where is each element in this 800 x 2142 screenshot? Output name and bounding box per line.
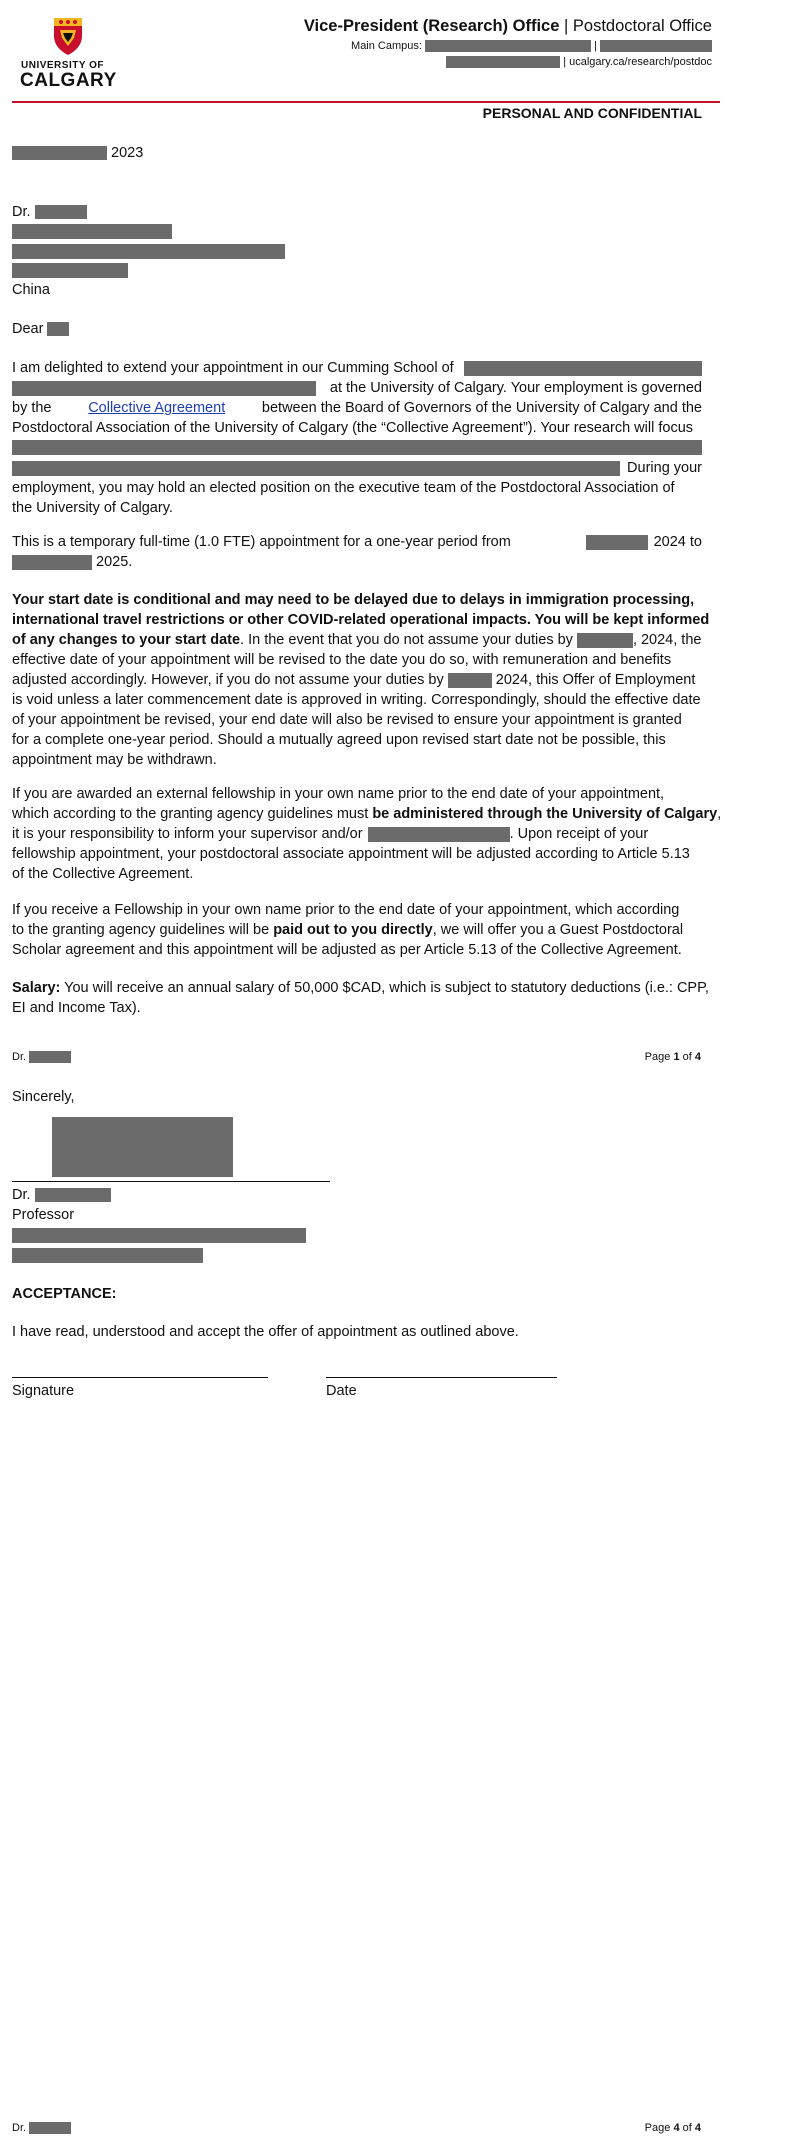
p1-text-c-post: between the Board of Governors of the University of Calgary and the <box>261 400 702 416</box>
p1-text-a: I am delighted to extend your appointment in our Cumming School of <box>12 360 454 376</box>
p6-line-2: EI and Income Tax). <box>12 1000 141 1016</box>
signer-signature-line <box>12 1181 330 1182</box>
paragraph-direct-fellowship <box>12 900 702 960</box>
footer4-page-number <box>645 2122 701 2134</box>
signature-line[interactable] <box>12 1377 268 1378</box>
p2-end-year: 2025. <box>96 554 133 570</box>
footer4-dr-label: Dr. <box>12 2122 27 2134</box>
p4-line-5: of the Collective Agreement. <box>12 866 194 882</box>
footer-page-number <box>645 1051 701 1063</box>
closing-sincerely: Sincerely, <box>12 1089 75 1105</box>
confidential-label: PERSONAL AND CONFIDENTIAL <box>482 105 702 121</box>
redacted-address-line-3 <box>12 263 128 278</box>
p5-text-b-pre: to the granting agency guidelines will be <box>12 922 270 938</box>
signer-title: Dr. <box>12 1187 31 1203</box>
p3-text-c-year: , 2024, the <box>632 632 702 648</box>
redacted-address-line-2 <box>12 244 285 259</box>
date-line[interactable] <box>326 1377 557 1378</box>
p2-line-1 <box>12 532 702 552</box>
p4-text-c-pre: it is your responsibility to inform your supervisor and/or <box>12 826 363 842</box>
p2-text-a: This is a temporary full-time (1.0 FTE) appointment for a one-year period from <box>12 534 511 550</box>
p3-line-7: of your appointment be revised, your end date will also be revised to ensure your appointment is granted <box>12 712 682 728</box>
redacted-contact <box>368 827 510 842</box>
p4-text-b-pre: which according to the granting agency guidelines must <box>12 806 369 822</box>
campus-separator: | <box>594 40 597 52</box>
signature-label: Signature <box>12 1383 75 1399</box>
p3-text-e-pre: adjusted accordingly. However, if you do not assume your duties by <box>12 672 444 688</box>
p3-line-5 <box>12 670 702 690</box>
redacted-signer-dept-2 <box>12 1248 203 1263</box>
acceptance-text: I have read, understood and accept the offer of appointment as outlined above. <box>12 1324 519 1340</box>
recipient-name <box>12 202 87 222</box>
p3-line-9: appointment may be withdrawn. <box>12 752 217 768</box>
redacted-footer4-name <box>29 2122 71 2134</box>
url-line <box>446 56 712 68</box>
p2-line-2 <box>12 552 702 572</box>
redacted-recipient <box>35 205 87 219</box>
office-separator: | <box>564 17 569 35</box>
paragraph-term <box>12 532 702 572</box>
p3-text-e-post: 2024, this Offer of Employment <box>495 672 696 688</box>
p1-line-2 <box>12 378 702 398</box>
main-campus-label: Main Campus: <box>351 40 422 52</box>
logo-text-line2: CALGARY <box>20 70 117 91</box>
dear-text: Dear <box>12 321 44 337</box>
office-title <box>304 17 712 36</box>
salutation <box>12 319 69 339</box>
redacted-start-date <box>586 535 648 550</box>
p5-text-b-bold: paid out to you directly <box>273 922 433 938</box>
p3-line-6: is void unless a later commencement date is approved in writing. Correspondingly, should the effective date <box>12 692 701 708</box>
salary-label: Salary: <box>12 980 61 996</box>
campus-line <box>351 40 712 52</box>
p3-bold-line-3: of any changes to your start date <box>12 632 241 648</box>
university-crest-icon <box>52 16 84 56</box>
date-label: Date <box>326 1383 357 1399</box>
redacted-department <box>464 361 702 376</box>
recipient-title: Dr. <box>12 204 31 220</box>
redacted-end-date <box>12 555 92 570</box>
p1-line-1 <box>12 358 702 378</box>
redacted-research-focus-2 <box>12 461 620 476</box>
logo-text-line1: UNIVERSITY OF <box>21 60 104 71</box>
p4-line-4: fellowship appointment, your postdoctoral associate appointment will be adjusted according to Article 5.13 <box>12 846 690 862</box>
p1-line-7: employment, you may hold an elected position on the executive team of the Postdoctoral Association of <box>12 480 675 496</box>
p2-start-year: 2024 to <box>653 534 702 550</box>
redacted-signer-name <box>35 1188 111 1202</box>
p4-text-b-bold: be administered through the University of Calgary <box>372 806 718 822</box>
page4-label: Page <box>644 2122 671 2134</box>
p6-line-1 <box>12 978 709 998</box>
redacted-research-focus-1 <box>12 440 702 455</box>
redacted-dear-name <box>47 322 69 336</box>
date-year: 2023 <box>111 145 144 161</box>
page-total: 4 <box>694 1051 701 1063</box>
office-name: Vice-President (Research) Office <box>303 17 560 35</box>
p1-text-c-pre: by the <box>12 400 52 416</box>
p4-text-b-post: , <box>717 806 722 822</box>
paragraph-start-date-conditions <box>12 590 710 770</box>
paragraph-salary <box>12 978 709 1018</box>
p5-text-b-post: , we will offer you a Guest Postdoctoral <box>432 922 684 938</box>
p2-start-date <box>586 532 702 552</box>
signer-name <box>12 1185 111 1205</box>
redacted-department-cont <box>12 381 316 396</box>
of4-label: of <box>682 2122 692 2134</box>
postdoc-url: | ucalgary.ca/research/postdoc <box>563 56 712 68</box>
paragraph-appointment <box>12 358 702 518</box>
redacted-phone <box>600 40 712 52</box>
redacted-footer-name <box>29 1051 71 1063</box>
p1-line-3 <box>12 398 702 418</box>
office-sub: Postdoctoral Office <box>572 17 712 35</box>
acceptance-heading: ACCEPTANCE: <box>12 1286 117 1302</box>
p4-line-1: If you are awarded an external fellowship in your own name prior to the end date of your appointment, <box>12 786 665 802</box>
of-label: of <box>682 1051 692 1063</box>
collective-agreement-link[interactable]: Collective Agreement <box>88 400 226 416</box>
page4-num: 4 <box>673 2122 680 2134</box>
page4-total: 4 <box>694 2122 701 2134</box>
redacted-duty-date-1 <box>577 633 633 648</box>
p3-text-c: . In the event that you do not assume your duties by <box>240 632 573 648</box>
footer-dr-label: Dr. <box>12 1051 27 1063</box>
p5-line-2 <box>12 920 702 940</box>
p1-text-f: During your <box>627 460 702 476</box>
redacted-date <box>12 146 107 160</box>
recipient-country: China <box>12 282 50 298</box>
p3-line-4: effective date of your appointment will be revised to the date you do so, with remuneration and benefits <box>12 652 672 668</box>
redacted-signer-dept-1 <box>12 1228 306 1243</box>
redacted-email <box>446 56 560 68</box>
p3-bold-line-1: Your start date is conditional and may need to be delayed due to delays in immigration processing, <box>12 592 695 608</box>
redacted-duty-date-2 <box>448 673 492 688</box>
p1-text-b: at the University of Calgary. Your employment is governed <box>329 380 702 396</box>
paragraph-external-fellowship <box>12 784 722 884</box>
page-label: Page <box>644 1051 671 1063</box>
p1-line-6 <box>12 458 702 478</box>
redacted-address-line-1 <box>12 224 172 239</box>
salary-text: You will receive an annual salary of 50,000 $CAD, which is subject to statutory deductions (i.e.: CPP, <box>60 980 709 996</box>
signer-role: Professor <box>12 1207 75 1223</box>
p3-line-3 <box>12 630 702 650</box>
p3-line-8: for a complete one-year period. Should a mutually agreed upon revised start date not be possible, this <box>12 732 666 748</box>
redacted-address <box>425 40 591 52</box>
p5-line-1: If you receive a Fellowship in your own name prior to the end date of your appointment, which according <box>12 902 680 918</box>
footer4-dr <box>12 2122 71 2134</box>
p4-line-3 <box>12 824 702 844</box>
p4-text-c-post: . Upon receipt of your <box>509 826 649 842</box>
page-num: 1 <box>673 1051 680 1063</box>
p1-line-8: the University of Calgary. <box>12 500 173 516</box>
footer-dr <box>12 1051 71 1063</box>
p4-line-2 <box>12 804 722 824</box>
p5-line-3: Scholar agreement and this appointment will be adjusted as per Article 5.13 of the Collective Agreement. <box>12 942 682 958</box>
redacted-signature-image <box>52 1117 233 1177</box>
p1-line-4: Postdoctoral Association of the University of Calgary (the “Collective Agreement”). Your research will focus <box>12 420 694 436</box>
p3-bold-line-2: international travel restrictions or other COVID-related operational impacts. You will be kept informed <box>12 612 710 628</box>
header-divider <box>12 101 720 103</box>
letter-date <box>12 143 143 163</box>
